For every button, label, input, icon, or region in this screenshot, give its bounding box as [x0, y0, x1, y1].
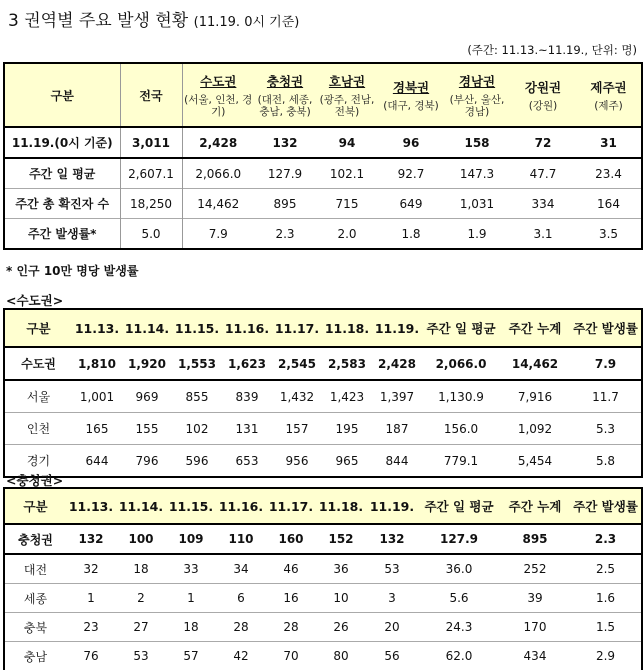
chungcheonggwon-table [3, 487, 643, 670]
title-sub: (11.19. 0시 기준) [194, 15, 300, 30]
table-header-row: 구분 11.13. 11.14. 11.15. 11.16. 11.17. 11.18. 11.19. 주간 일 평균 주간 누계 주간 발생률 [4, 309, 642, 347]
table-row: 서울 1,001 969 855 839 1,432 1,423 1,397 1,130.9 7,916 11.7 [4, 380, 642, 413]
header-region: 호남권 (광주, 전남, 전북) [316, 63, 378, 127]
table-row: 세종 1 2 1 6 16 10 3 5.6 39 1.6 [4, 584, 642, 613]
section-label-chungcheonggwon: <충청권> [6, 471, 63, 489]
table-row: 주간 일 평균 2,607.1 2,066.0 127.9 102.1 92.7 147.3 47.7 23.4 [4, 158, 642, 189]
section-label-sudogwon: <수도권> [6, 291, 63, 309]
header-region: 수도권 (서울, 인천, 경기) [182, 63, 254, 127]
table-row: 인천 165 155 102 131 157 195 187 156.0 1,092 5.3 [4, 413, 642, 445]
page-title [8, 6, 299, 31]
table-row: 충남 76 53 57 42 70 80 56 62.0 434 2.9 [4, 642, 642, 670]
header-region: 강원권 (강원) [510, 63, 576, 127]
header-region: 제주권 (제주) [576, 63, 642, 127]
header-region: 경남권 (부산, 울산, 경남) [444, 63, 510, 127]
header-region: 경북권 (대구, 경북) [378, 63, 444, 127]
unit-note: (주간: 11.13.~11.19., 단위: 명) [467, 42, 637, 58]
table-row: 충청권 132 100 109 110 160 152 132 127.9 895 2.3 [4, 524, 642, 554]
header-region: 충청권 (대전, 세종, 충남, 충북) [254, 63, 316, 127]
title-main: 3 권역별 주요 발생 현황 [8, 11, 188, 31]
table-row: 수도권 1,810 1,920 1,553 1,623 2,545 2,583 2,428 2,066.0 14,462 7.9 [4, 347, 642, 380]
table-row: 충북 23 27 18 28 28 26 20 24.3 170 1.5 [4, 613, 642, 642]
regional-summary-table [3, 62, 643, 250]
table-header-row: 구분 11.13. 11.14. 11.15. 11.16. 11.17. 11.18. 11.19. 주간 일 평균 주간 누계 주간 발생률 [4, 488, 642, 524]
table-row: 경기 644 796 596 653 956 965 844 779.1 5,454 5.8 [4, 445, 642, 478]
sudogwon-table [3, 308, 643, 478]
header-label: 구분 [4, 63, 120, 127]
table-row: 주간 총 확진자 수 18,250 14,462 895 715 649 1,031 334 164 [4, 189, 642, 219]
footnote: * 인구 10만 명당 발생률 [6, 262, 138, 279]
table-row: 11.19.(0시 기준) 3,011 2,428 132 94 96 158 72 31 [4, 127, 642, 158]
table-row: 대전 32 18 33 34 46 36 53 36.0 252 2.5 [4, 554, 642, 584]
table-header-row [4, 63, 642, 127]
header-national: 전국 [120, 63, 182, 127]
table-row: 주간 발생률* 5.0 7.9 2.3 2.0 1.8 1.9 3.1 3.5 [4, 219, 642, 250]
